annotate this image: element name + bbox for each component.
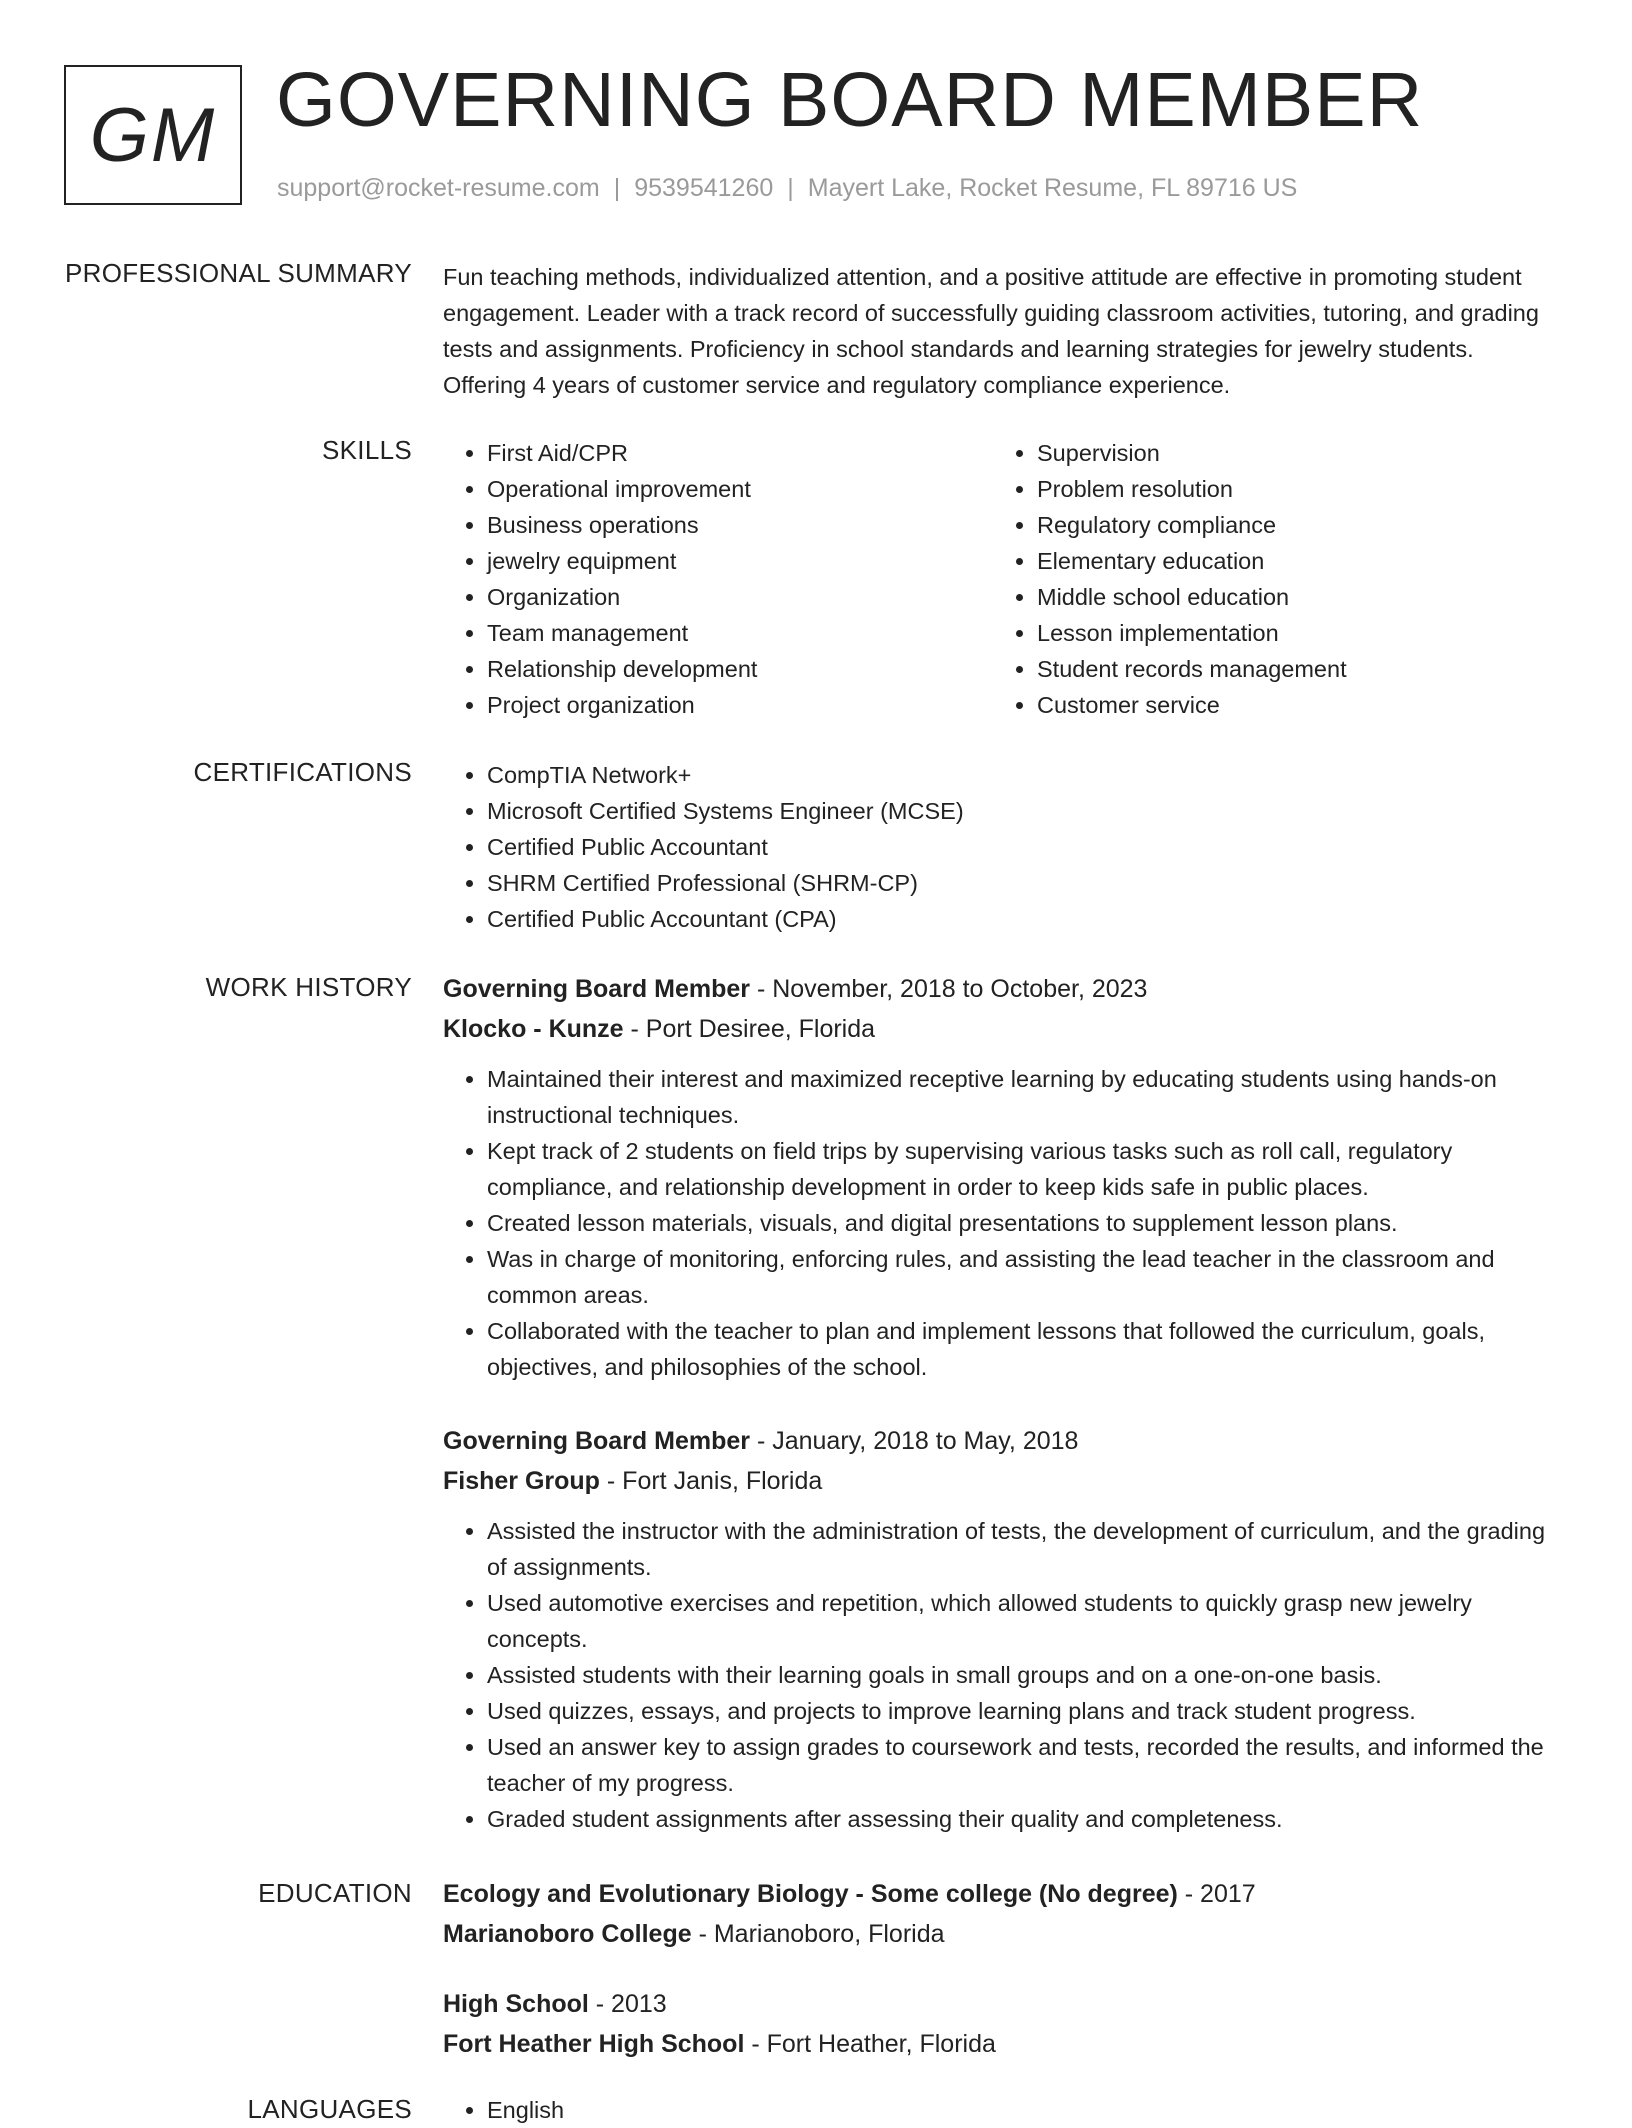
skill-item: • Problem resolution <box>1037 471 1533 507</box>
job-bullets <box>443 1513 1558 1837</box>
skill-item: • Lesson implementation <box>1037 615 1533 651</box>
email-link[interactable]: support@rocket-resume.com <box>277 174 600 202</box>
skill-item: • Supervision <box>1037 435 1533 471</box>
job-bullet: • Collaborated with the teacher to plan and implement lessons that followed the curriculum, goals, objectives, and philosophies of the school. <box>487 1313 1558 1385</box>
skill-item: • jewelry equipment <box>487 543 983 579</box>
job-company: Klocko - Kunze <box>443 1015 624 1043</box>
certification-item: • SHRM Certified Professional (SHRM-CP) <box>487 865 1558 901</box>
skill-item: • Student records management <box>1037 651 1533 687</box>
job-location: - Fort Janis, Florida <box>599 1467 823 1495</box>
skill-item: • Middle school education <box>1037 579 1533 615</box>
certification-item: • Certified Public Accountant (CPA) <box>487 901 1558 937</box>
skills-column-right <box>993 435 1533 723</box>
job-title-line <box>443 1421 1558 1461</box>
languages-list <box>443 2092 1558 2128</box>
job-bullet: • Kept track of 2 students on field trips by supervising various tasks such as roll call, regulatory compliance, and relationship development in order to keep kids safe in public places. <box>487 1133 1558 1205</box>
job-bullet: • Created lesson materials, visuals, and digital presentations to supplement lesson plans. <box>487 1205 1558 1241</box>
skill-item: • Project organization <box>487 687 983 723</box>
page-title: GOVERNING BOARD MEMBER <box>276 57 1424 143</box>
section-label-languages: LANGUAGES <box>247 2094 412 2124</box>
skill-item: • First Aid/CPR <box>487 435 983 471</box>
certification-item: • Certified Public Accountant <box>487 829 1558 865</box>
job-bullet: • Used quizzes, essays, and projects to improve learning plans and track student progress. <box>487 1693 1558 1729</box>
job-bullet: • Was in charge of monitoring, enforcing rules, and assisting the lead teacher in the classroom and common areas. <box>487 1241 1558 1313</box>
skill-item: • Organization <box>487 579 983 615</box>
job-entry <box>443 969 1558 1385</box>
job-dates: - January, 2018 to May, 2018 <box>750 1427 1079 1455</box>
education-school: Fort Heather High School <box>443 2030 745 2058</box>
job-title: Governing Board Member <box>443 975 750 1003</box>
certification-item: • CompTIA Network+ <box>487 757 1558 793</box>
job-bullet: • Assisted the instructor with the administration of tests, the development of curriculum, and the grading of assignments. <box>487 1513 1558 1585</box>
education-degree-line <box>443 1984 1558 2024</box>
education-location: - Marianoboro, Florida <box>691 1920 945 1948</box>
skill-item: • Customer service <box>1037 687 1533 723</box>
skill-item: • Team management <box>487 615 983 651</box>
education-school-line <box>443 2024 1558 2064</box>
job-bullet: • Assisted students with their learning goals in small groups and on a one-on-one basis. <box>487 1657 1558 1693</box>
job-company-line <box>443 1461 1558 1501</box>
job-bullets <box>443 1061 1558 1385</box>
address-text: Mayert Lake, Rocket Resume, FL 89716 US <box>807 174 1298 202</box>
job-bullet: • Used an answer key to assign grades to coursework and tests, recorded the results, and informed the teacher of my progress. <box>487 1729 1558 1801</box>
job-title: Governing Board Member <box>443 1427 750 1455</box>
education-school: Marianoboro College <box>443 1920 692 1948</box>
skill-item: • Business operations <box>487 507 983 543</box>
language-item: • English <box>487 2092 1558 2128</box>
skill-item: • Operational improvement <box>487 471 983 507</box>
education-degree: High School <box>443 1990 589 2018</box>
section-label-certifications: CERTIFICATIONS <box>193 757 412 787</box>
education-location: - Fort Heather, Florida <box>744 2030 996 2058</box>
education-degree-line <box>443 1874 1558 1914</box>
contact-line <box>277 174 1297 203</box>
job-bullet: • Maintained their interest and maximized receptive learning by educating students using hands-on instructional techniques. <box>487 1061 1558 1133</box>
job-dates: - November, 2018 to October, 2023 <box>750 975 1148 1003</box>
section-label-summary: PROFESSIONAL SUMMARY <box>65 258 412 288</box>
skills-column-left <box>443 435 983 723</box>
education-year: - 2017 <box>1177 1880 1256 1908</box>
summary-text: Fun teaching methods, individualized attention, and a positive attitude are effective in promoting student engagement. Leader with a track record of successfully guiding classroom activities, tutoring, and grading tests and assignments. Proficiency in school standards and learning strategies for jewelry students. Offering 4 years of customer service and regulatory compliance experience. <box>443 264 1539 398</box>
skill-item: • Elementary education <box>1037 543 1533 579</box>
section-label-skills: SKILLS <box>322 435 412 465</box>
monogram-logo: GM <box>64 65 242 205</box>
separator: | <box>613 174 621 202</box>
job-company: Fisher Group <box>443 1467 600 1495</box>
job-bullet: • Used automotive exercises and repetition, which allowed students to quickly grasp new jewelry concepts. <box>487 1585 1558 1657</box>
education-degree: Ecology and Evolutionary Biology - Some college (No degree) <box>443 1880 1178 1908</box>
section-label-work-history: WORK HISTORY <box>205 972 412 1002</box>
phone-link[interactable]: 9539541260 <box>634 174 774 202</box>
job-company-line <box>443 1009 1558 1049</box>
skill-item: • Regulatory compliance <box>1037 507 1533 543</box>
education-school-line <box>443 1914 1558 1954</box>
job-bullet: • Graded student assignments after assessing their quality and completeness. <box>487 1801 1558 1837</box>
education-entry <box>443 1874 1558 1954</box>
skill-item: • Relationship development <box>487 651 983 687</box>
section-label-education: EDUCATION <box>258 1878 412 1908</box>
skills-list <box>443 435 1558 725</box>
job-location: - Port Desiree, Florida <box>623 1015 876 1043</box>
job-title-line <box>443 969 1558 1009</box>
education-year: - 2013 <box>588 1990 667 2018</box>
education-entry <box>443 1984 1558 2064</box>
certification-item: • Microsoft Certified Systems Engineer (MCSE) <box>487 793 1558 829</box>
job-entry <box>443 1421 1558 1837</box>
certifications-list <box>443 757 1558 937</box>
separator: | <box>787 174 794 202</box>
